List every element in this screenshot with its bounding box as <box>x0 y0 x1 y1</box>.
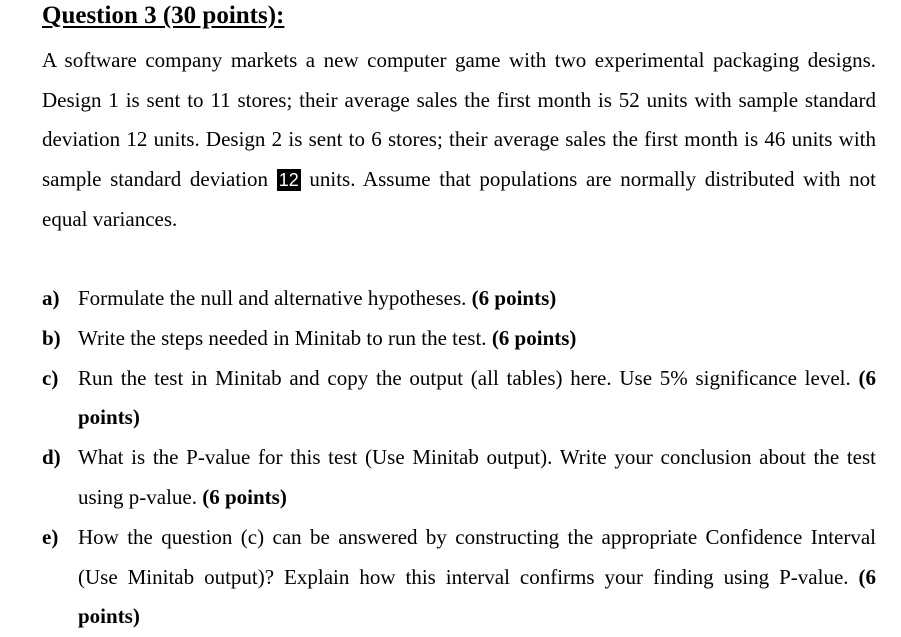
part-b <box>42 319 876 359</box>
part-e <box>42 518 876 637</box>
part-points: (6 points) <box>471 286 557 310</box>
part-points: (6 points) <box>202 484 287 509</box>
part-label: d) <box>42 445 61 470</box>
part-text: Write the steps needed in Minitab to run the test. <box>78 325 492 350</box>
part-text: How the question (c) can be answered by constructing the appropriate Confidence Interval (Use Minitab output)? Explain how this interval confirms your finding using P-value. <box>78 524 876 589</box>
question-intro <box>42 41 876 240</box>
part-label: a) <box>42 286 60 310</box>
part-text: Formulate the null and alternative hypotheses. <box>78 286 472 310</box>
part-a <box>42 279 876 319</box>
part-c <box>42 359 876 439</box>
part-label: b) <box>42 325 61 350</box>
highlighted-value: 12 <box>278 169 299 190</box>
intro-text: A software company markets a new computer game with two experimental packaging designs. Design 1 is sent to 11 stores; their average sales the first month is 52 units with sample standard deviation 12 units. Design 2 is sent to 6 stores; their average sales the first month is 46 units with sample standard deviation <box>42 48 876 191</box>
part-text: What is the P-value for this test (Use Minitab output). Write your conclusion about the test using p-value. <box>78 445 876 509</box>
part-points: (6 points) <box>78 365 876 430</box>
part-points: (6 points) <box>78 564 876 629</box>
part-points: (6 points) <box>491 325 577 350</box>
part-d <box>42 438 876 518</box>
part-label: c) <box>42 365 59 390</box>
part-text: Run the test in Minitab and copy the output (all tables) here. Use 5% significance level. <box>78 365 859 390</box>
question-parts <box>42 279 876 637</box>
intro-text-continued: units. Assume that populations are normally distributed with not equal variances. <box>42 166 876 232</box>
question-title: Question 3 (30 points): <box>42 2 285 29</box>
part-label: e) <box>42 524 59 549</box>
